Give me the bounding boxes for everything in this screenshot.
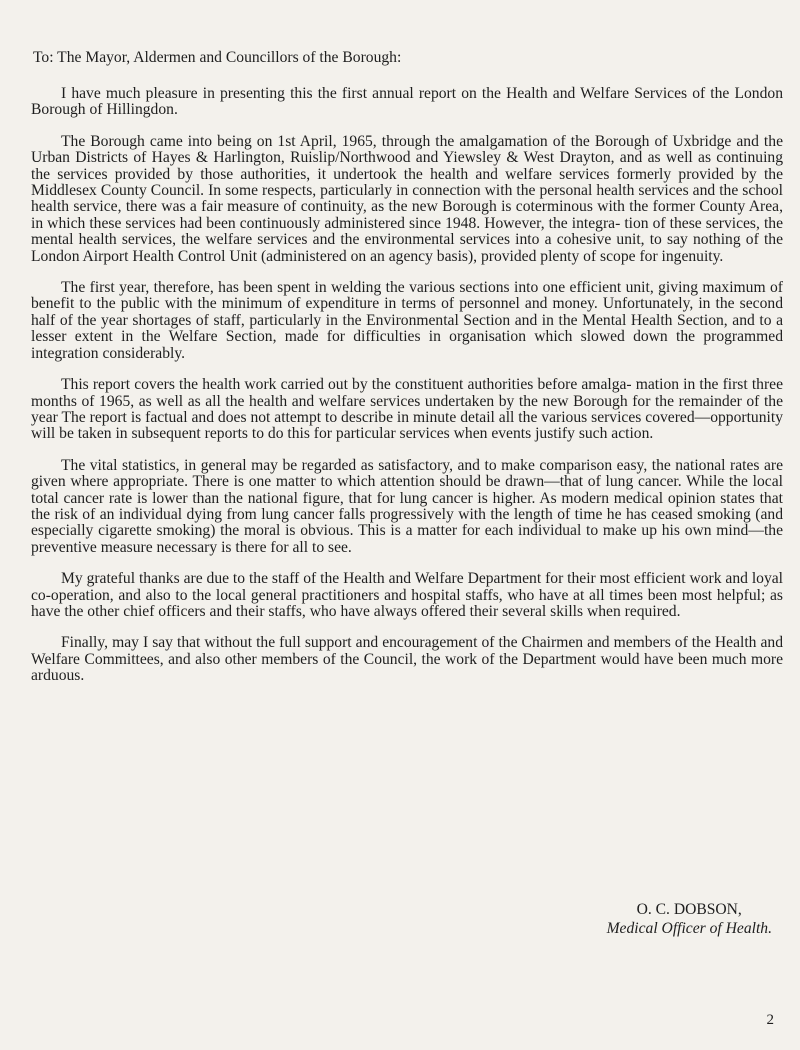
paragraph-thanks: My grateful thanks are due to the staff of the Health and Welfare Department for their most efficient work and loyal co-operation, and also to the local general practitioners and hospital staffs, who have at all times been most helpful; as have the other chief officers and their staffs, who have always offered their several skills when required. bbox=[31, 570, 783, 620]
report-body bbox=[31, 86, 783, 700]
paragraph-report-scope: This report covers the health work carried out by the constituent authorities before amalga- mation in the first three months of 1965, as well as all the health and welfare services undertaken by the new Borough for the remainder of the year The report is factual and does not attempt to describe in minute detail all the various services covered—opportunity will be taken in subsequent reports to do this for particular services when events justify such action. bbox=[31, 376, 783, 443]
paragraph-intro: I have much pleasure in presenting this the first annual report on the Health and Welfare Services of the London Borough of Hillingdon. bbox=[31, 85, 783, 119]
paragraph-closing: Finally, may I say that without the full support and encouragement of the Chairmen and members of the Health and Welfare Committees, and also other members of the Council, the work of the Department would have been much more arduous. bbox=[31, 634, 783, 685]
paragraph-first-year: The first year, therefore, has been spent in welding the various sections into one efficient unit, giving maximum of benefit to the public with the minimum of expenditure in terms of personnel and money. Unfortunately, in the second half of the year shortages of staff, particularly in the Environmental Section and in the Mental Health Section, and to a lesser extent in the Welfare Section, made for difficulties in organisation which slowed down the programmed integration considerably. bbox=[31, 279, 783, 362]
signature-block bbox=[607, 900, 772, 938]
paragraph-borough-formation: The Borough came into being on 1st April, 1965, through the amalgamation of the Borough of Uxbridge and the Urban Districts of Hayes & Harlington, Ruislip/Northwood and Yiewsley & West Drayton, and as well as continuing the services provided by those authorities, it undertook the health and welfare services formerly provided by the Middlesex County Council. In some respects, particularly in connection with the personal health services and the school health service, there was a fair measure of continuity, as the new Borough is coterminous with the former County Area, in which these services had been continuously administered since 1948. However, the integra- tion of these services, the mental health services, the welfare services and the environmental services into a cohesive unit, to say nothing of the London Airport Health Control Unit (administered on an agency basis), provided plenty of scope for ingenuity. bbox=[31, 132, 783, 265]
page-number: 2 bbox=[766, 1012, 774, 1028]
salutation: To: The Mayor, Aldermen and Councillors of the Borough: bbox=[33, 49, 402, 66]
signatory-name: O. C. DOBSON, bbox=[636, 901, 742, 918]
paragraph-vital-statistics: The vital statistics, in general may be regarded as satisfactory, and to make comparison easy, the national rates are given where appropriate. There is one matter to which attention should be drawn—that of lung cancer. While the local total cancer rate is lower than the national figure, that for lung cancer is higher. As modern medical opinion states that the risk of an individual dying from lung cancer falls progressively with the length of time he has ceased smoking (and especially cigarette smoking) the moral is obvious. This is a matter for each individual to make up his own mind—the preventive measure necessary is there for all to see. bbox=[31, 456, 783, 556]
signatory-title: Medical Officer of Health. bbox=[606, 920, 772, 937]
